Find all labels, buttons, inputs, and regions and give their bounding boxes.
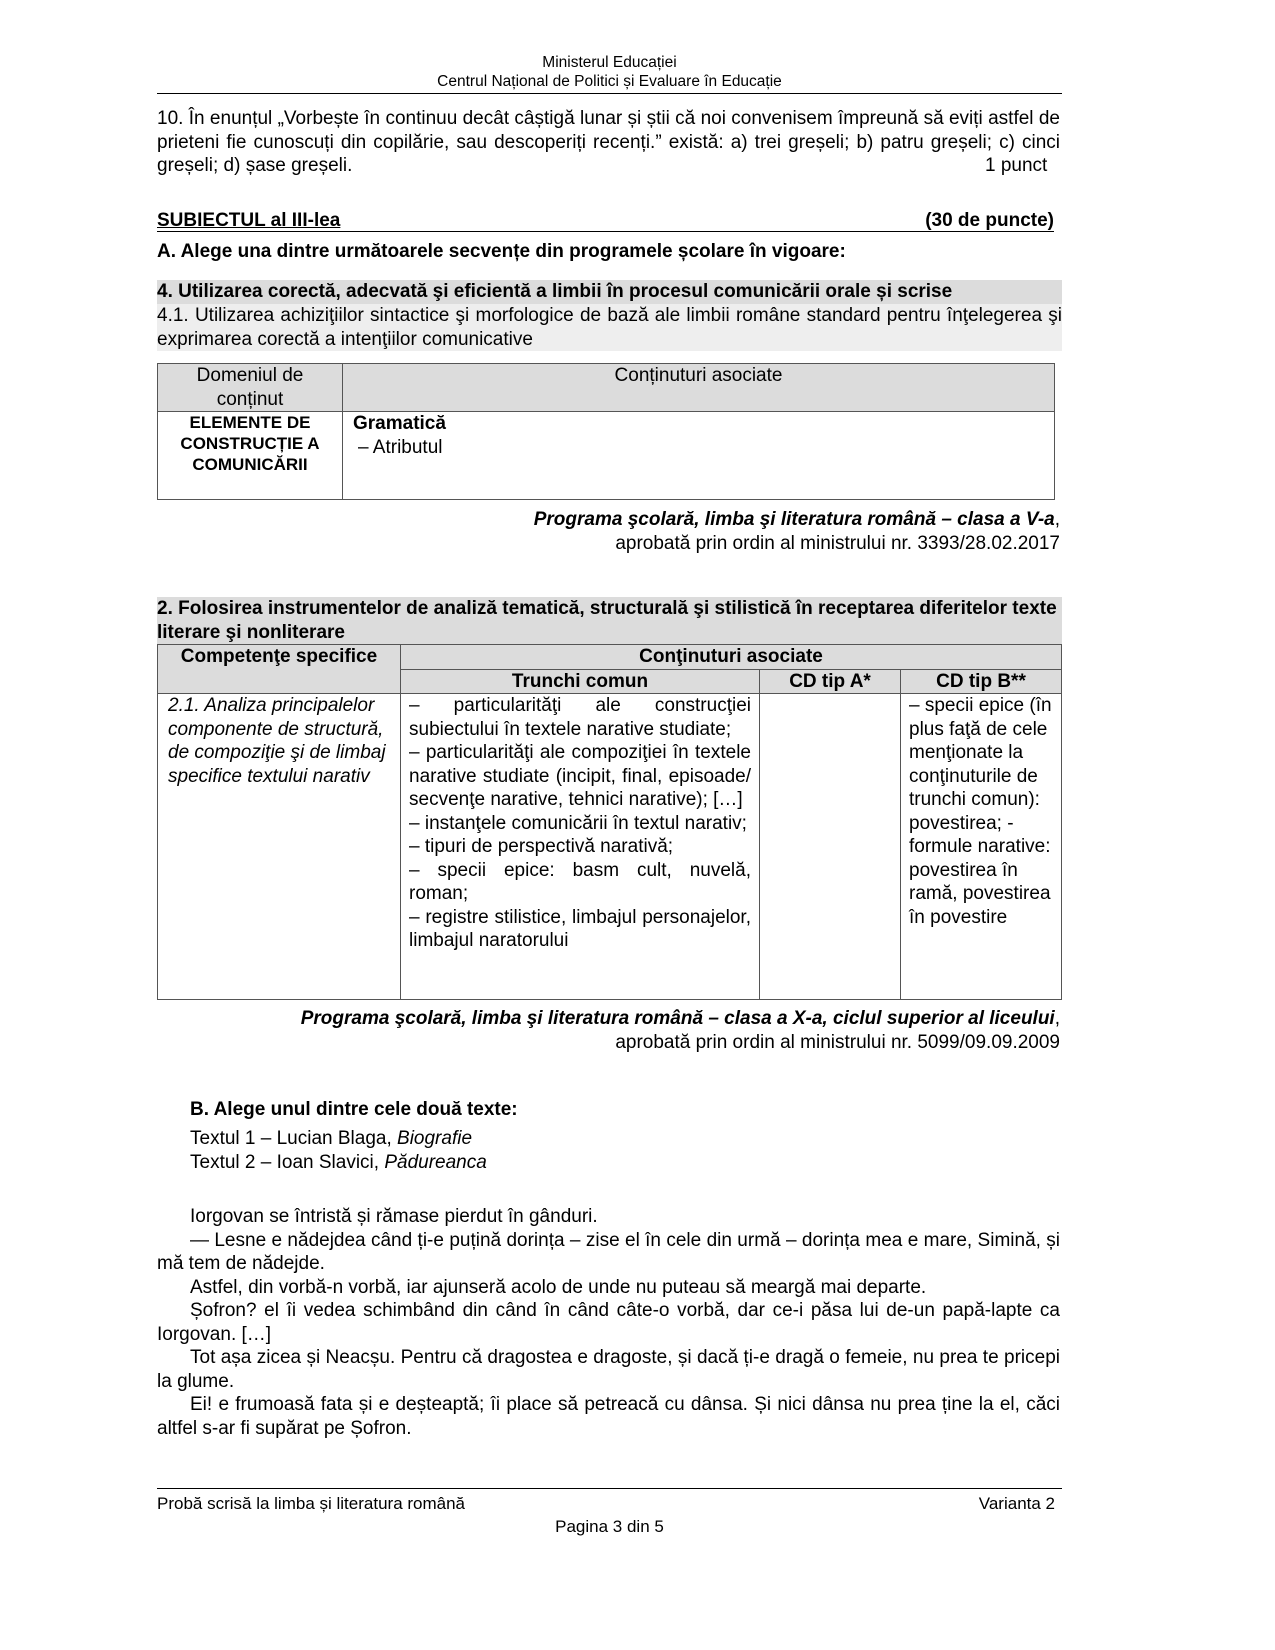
excerpt xyxy=(157,1205,1060,1440)
subject-title-row xyxy=(157,209,1054,232)
col-cd-a: CD tip A* xyxy=(760,669,901,694)
col-trunchi: Trunchi comun xyxy=(401,669,760,694)
trunchi-item: – particularităţi ale compoziţiei în textele narative studiate (incipit, final, episoade/ secvenţe narative, tehnici narative); […] xyxy=(409,742,751,810)
question-10 xyxy=(157,107,1060,178)
text2-author: Textul 2 – Ioan Slavici, xyxy=(190,1152,385,1173)
header-center: Centrul Național de Politici și Evaluare în Educație xyxy=(437,73,782,90)
domain-cell: ELEMENTE DE CONSTRUCȚIE A COMUNICĂRII xyxy=(158,412,343,500)
text-option-1 xyxy=(190,1127,472,1151)
source-title: Programa şcolară, limba şi literatura română – clasa a V-a xyxy=(533,509,1055,530)
section-b-title: B. Alege unul dintre cele două texte: xyxy=(190,1099,518,1120)
option1-heading: 4. Utilizarea corectă, adecvată şi eficientă a limbii în procesul comunicării orale și scrise xyxy=(157,280,1062,304)
section-a-title: A. Alege una dintre următoarele secvențe din programele școlare în vigoare: xyxy=(157,241,846,262)
trunchi-item: – particularităţi ale construcţiei subiectului în textele narative studiate; xyxy=(409,695,751,740)
source-approval: aprobată prin ordin al ministrului nr. 5099/09.09.2009 xyxy=(615,1031,1060,1053)
col-competence: Competenţe specifice xyxy=(158,645,401,694)
footer-rule xyxy=(157,1488,1062,1489)
option1-table xyxy=(157,363,1055,500)
content-title: Gramatică xyxy=(353,413,446,434)
option2-source: Programa şcolară, limba şi literatura română – clasa a X-a, ciclul superior al liceului, aprobată prin ordin al ministrului nr. 5099/09.09.2009 xyxy=(300,1008,1060,1053)
footer-left: Probă scrisă la limba și literatura română xyxy=(157,1494,466,1513)
text1-author: Textul 1 – Lucian Blaga, xyxy=(190,1128,398,1149)
page-number: Pagina 3 din 5 xyxy=(555,1517,664,1536)
text1-title: Biografie xyxy=(397,1128,473,1149)
subject-title: SUBIECTUL al III-lea xyxy=(157,210,341,231)
text-option-2 xyxy=(190,1151,487,1175)
competence-cell: 2.1. Analiza principalelor componente de structură, de compoziţie şi de limbaj specifice textului narativ xyxy=(158,694,401,1000)
header-rule xyxy=(157,93,1062,94)
trunchi-item: – tipuri de perspectivă narativă; xyxy=(409,836,674,857)
trunchi-item: – specii epice: basm cult, nuvelă, roman; xyxy=(409,859,751,904)
excerpt-paragraph: Iorgovan se întristă și rămase pierdut în gânduri. xyxy=(190,1206,598,1227)
excerpt-paragraph: Ei! e frumoasă fata și e deșteaptă; îi place să petreacă cu dânsa. Și nici dânsa nu prea ține la el, căci altfel s-ar fi supărat pe Șofron. xyxy=(157,1394,1060,1439)
excerpt-paragraph: — Lesne e nădejdea când ți-e puțină dorința – zise el în cele din urmă – dorința mea e mare, Simină, și mă tem de nădejde. xyxy=(157,1229,1060,1274)
subject-points: (30 de puncte) xyxy=(925,210,1054,231)
header-ministry: Ministerul Educației xyxy=(542,54,677,71)
trunchi-cell xyxy=(401,694,760,1000)
excerpt-paragraph: Astfel, din vorbă-n vorbă, iar ajunseră acolo de unde nu puteau să meargă mai departe. xyxy=(190,1276,927,1298)
option1-source: Programa şcolară, limba şi literatura română – clasa a V-a, aprobată prin ordin al ministrului nr. 3393/28.02.2017 xyxy=(533,509,1060,554)
col-cd-b: CD tip B** xyxy=(901,669,1062,694)
col-content: Conținuturi asociate xyxy=(343,364,1055,412)
question-points: 1 punct xyxy=(985,155,1048,176)
col-domain: Domeniul de conținut xyxy=(158,364,343,412)
source-approval: aprobată prin ordin al ministrului nr. 3393/28.02.2017 xyxy=(615,532,1060,554)
question-text: 10. În enunțul „Vorbește în continuu decât câștigă lunar și știi că noi convenisem împreună să eviți astfel de prieteni fie cunoscuți din copilărie, sau descoperiți recenți.” există: a) trei greșeli; b) patru greșeli; c) cinci greșeli; d) șase greșeli. xyxy=(157,108,1060,176)
excerpt-paragraph: Tot așa zicea și Neacșu. Pentru că dragostea e dragoste, și dacă ți-e dragă o femeie, nu prea te pricepi la glume. xyxy=(157,1347,1060,1392)
trunchi-item: – instanţele comunicării în textul narativ; xyxy=(409,812,747,834)
excerpt-paragraph: Șofron? el îi vedea schimbând din când în când câte-o vorbă, dar ce-i păsa lui de-un papă-lapte ca Iorgovan. […] xyxy=(157,1300,1060,1345)
source-title: Programa şcolară, limba şi literatura română – clasa a X-a, ciclul superior al liceului xyxy=(300,1008,1055,1029)
text2-title: Pădureanca xyxy=(384,1152,487,1173)
option2-table xyxy=(157,644,1062,1000)
trunchi-item: – registre stilistice, limbajul personajelor, limbajul naratorului xyxy=(409,906,751,951)
option2-heading: 2. Folosirea instrumentelor de analiză tematică, structurală şi stilistică în receptarea diferitelor texte literare şi nonliterare xyxy=(157,597,1062,644)
cd-a-cell xyxy=(760,694,901,1000)
footer-variant: Varianta 2 xyxy=(978,1494,1055,1513)
cd-b-cell: – specii epice (în plus faţă de cele menţionate la conţinuturile de trunchi comun): povestirea; - formule narative: povestirea în ramă, povestirea în povestire xyxy=(901,694,1062,1000)
content-item: – Atributul xyxy=(358,436,443,458)
col-contents: Conţinuturi asociate xyxy=(401,645,1062,670)
option1-subheading: 4.1. Utilizarea achiziţiilor sintactice şi morfologice de bază ale limbii române standard pentru înţelegerea şi exprimarea corectă a intenţiilor comunicative xyxy=(157,305,1062,350)
